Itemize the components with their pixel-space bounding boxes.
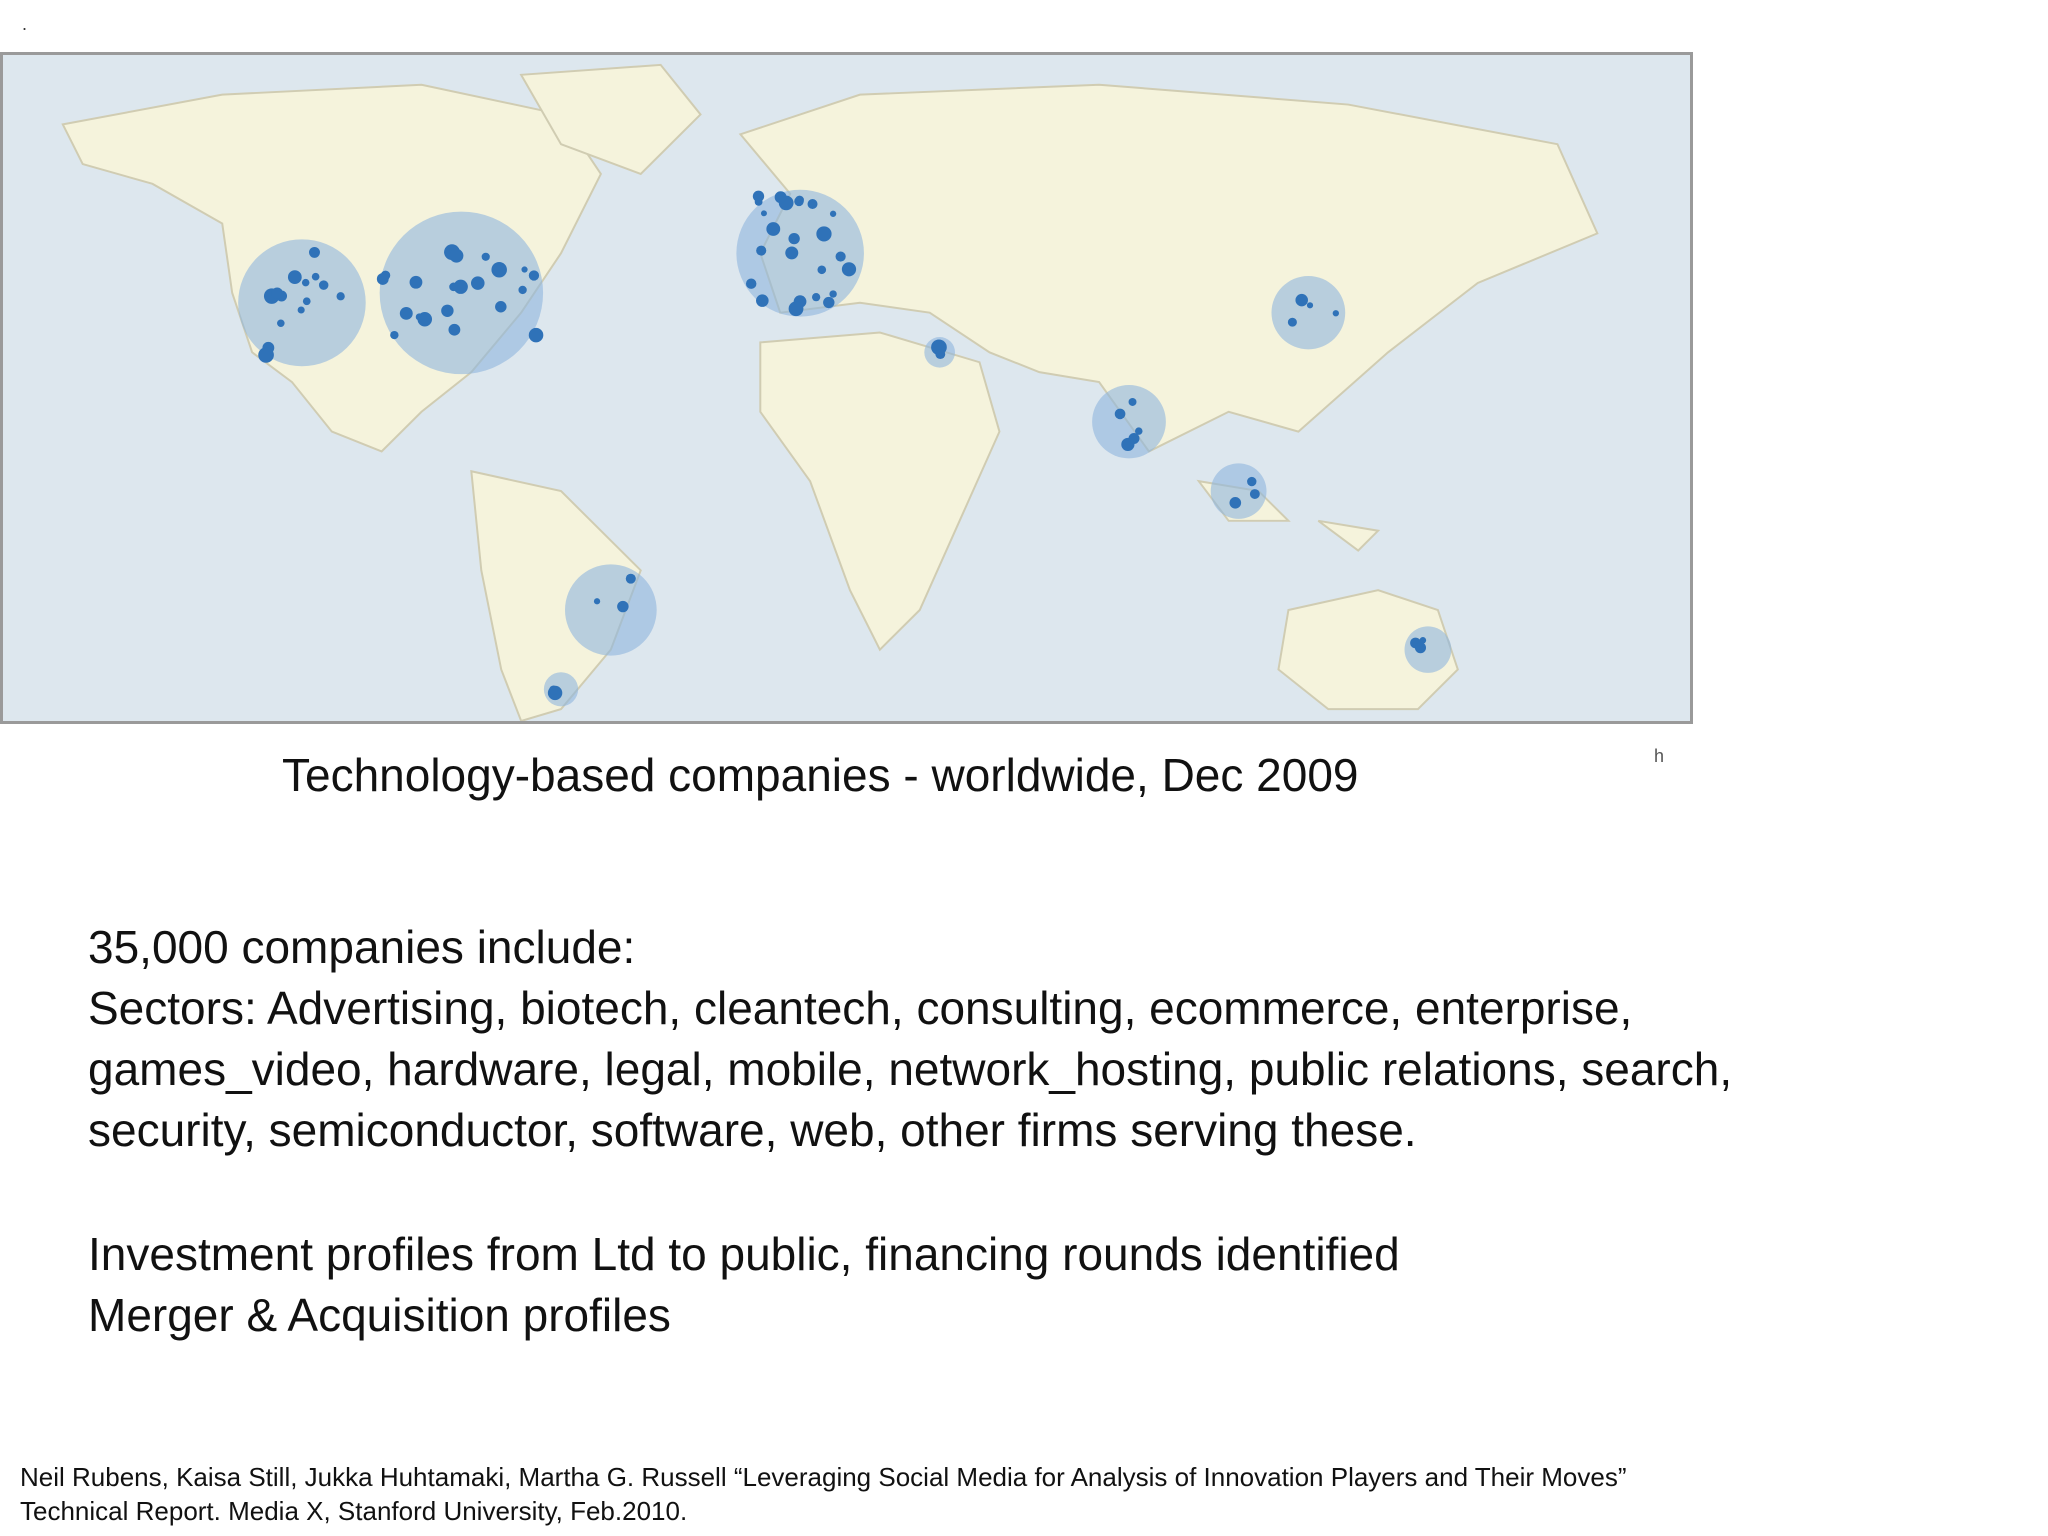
company-point xyxy=(1333,310,1339,316)
company-point xyxy=(817,265,826,274)
company-point xyxy=(518,286,526,294)
company-point xyxy=(471,276,485,289)
company-point xyxy=(319,280,328,289)
company-point xyxy=(288,270,302,284)
company-point xyxy=(1295,294,1308,306)
citation-line: Neil Rubens, Kaisa Still, Jukka Huhtamaki, Martha G. Russell “Leveraging Social Media for Analysis of Innovation Players and Their Moves” xyxy=(20,1462,1627,1492)
company-point xyxy=(1229,497,1241,509)
company-point xyxy=(1307,302,1313,308)
company-point xyxy=(755,198,763,206)
company-point xyxy=(337,292,345,300)
header-dot: . xyxy=(22,14,28,34)
map-caption: Technology-based companies - worldwide, Dec 2009 xyxy=(282,749,1359,801)
company-point xyxy=(935,349,945,359)
company-point xyxy=(277,319,285,327)
description-line: 35,000 companies include: xyxy=(88,921,636,973)
company-point xyxy=(1420,637,1427,644)
description-line: games_video, hardware, legal, mobile, network_hosting, public relations, search, xyxy=(88,1043,1733,1095)
company-point xyxy=(756,246,766,256)
company-point xyxy=(312,273,320,281)
company-point xyxy=(794,197,804,206)
company-point xyxy=(448,324,460,336)
company-point xyxy=(785,246,798,259)
company-point xyxy=(302,279,310,286)
company-point xyxy=(1415,642,1426,653)
profiles-line: Merger & Acquisition profiles xyxy=(88,1289,671,1341)
company-point xyxy=(271,287,282,298)
company-point xyxy=(746,278,756,288)
company-point xyxy=(808,199,818,209)
company-point xyxy=(617,601,628,612)
company-point xyxy=(1247,477,1256,486)
company-point xyxy=(1250,489,1260,499)
company-point xyxy=(816,226,831,241)
company-point xyxy=(788,233,799,244)
cluster-glow xyxy=(238,239,366,366)
stray-mark: h xyxy=(1654,746,1665,766)
company-point xyxy=(829,290,836,297)
company-point xyxy=(521,266,527,272)
company-point xyxy=(400,307,413,320)
company-point xyxy=(417,312,432,326)
world-map xyxy=(3,55,1690,721)
citation-line: Technical Report. Media X, Stanford University, Feb.2010. xyxy=(20,1496,688,1526)
company-point xyxy=(1129,398,1137,406)
company-point xyxy=(1115,409,1126,420)
company-point xyxy=(756,294,769,307)
company-point xyxy=(377,273,389,285)
description-line: Sectors: Advertising, biotech, cleantech, consulting, ecommerce, enterprise, xyxy=(88,982,1633,1034)
company-point xyxy=(410,276,423,289)
company-point xyxy=(836,251,846,261)
company-point xyxy=(1121,438,1134,451)
cluster-glow xyxy=(565,564,657,655)
profiles-description xyxy=(88,1224,2008,1346)
description-line: security, semiconductor, software, web, other firms serving these. xyxy=(88,1104,1417,1156)
cluster-glow xyxy=(1405,626,1452,673)
company-point xyxy=(449,283,458,292)
companies-description xyxy=(88,917,2008,1161)
company-point xyxy=(789,301,804,316)
company-point xyxy=(441,305,453,317)
company-point xyxy=(390,331,398,339)
company-point xyxy=(309,247,320,258)
company-point xyxy=(830,211,836,217)
company-point xyxy=(529,328,544,342)
company-point xyxy=(549,686,558,695)
company-point xyxy=(766,222,780,236)
company-point xyxy=(258,347,274,363)
company-point xyxy=(761,210,767,216)
company-point xyxy=(812,293,820,301)
company-point xyxy=(626,574,636,584)
company-point xyxy=(1288,318,1297,327)
reference-citation xyxy=(20,1460,1626,1528)
company-point xyxy=(529,270,539,280)
company-point xyxy=(491,262,507,277)
company-point xyxy=(1135,427,1143,434)
world-map-image xyxy=(0,52,1693,724)
company-point xyxy=(775,191,787,203)
company-point xyxy=(482,253,490,261)
profiles-line: Investment profiles from Ltd to public, financing rounds identified xyxy=(88,1228,1400,1280)
company-point xyxy=(495,301,507,312)
company-point xyxy=(594,598,600,604)
company-point xyxy=(823,297,834,308)
company-point xyxy=(449,249,463,263)
company-point xyxy=(303,297,311,305)
company-point xyxy=(842,262,856,276)
company-point xyxy=(298,306,305,313)
